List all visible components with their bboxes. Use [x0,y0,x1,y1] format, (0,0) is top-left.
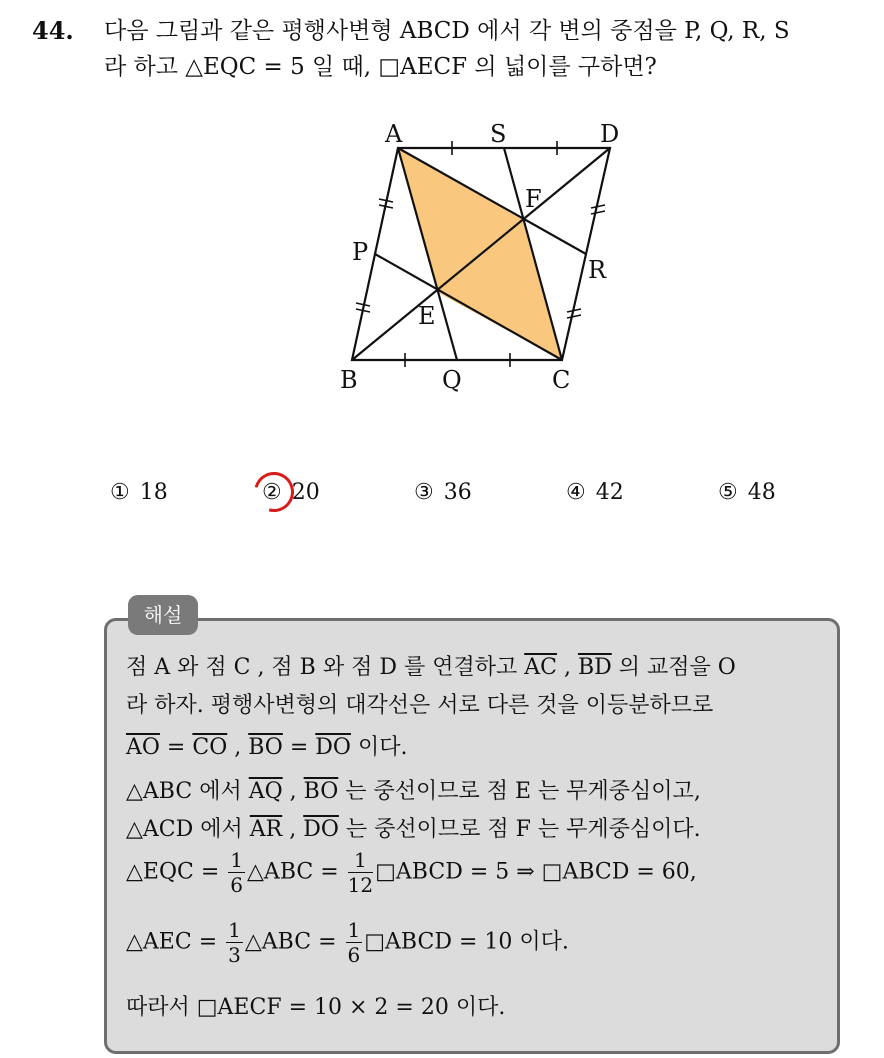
fraction-denominator: 3 [228,943,241,967]
answer-choices [0,480,884,520]
fraction-denominator: 12 [347,873,374,897]
question-text-line-1: 다음 그림과 같은 평행사변형 ABCD 에서 각 변의 중점을 P, Q, R, S [104,18,790,44]
fraction-numerator: 1 [348,850,373,873]
choice-3-value: 36 [443,480,472,505]
segment-do-label-2: $\overline{DO}$ [303,817,339,842]
solution-l4-b: , [282,779,304,804]
solution-line-3 [126,730,407,761]
segment-co-label: $\overline{CO}$ [192,735,228,760]
label-c: C [552,366,571,394]
solution-l3-eq1: = [159,735,193,760]
label-s: S [490,120,507,148]
solution-l4-a: △ABC 에서 [126,779,249,804]
choice-4-value: 42 [595,480,624,505]
selected-answer-ring [247,465,302,520]
fraction-one-third [226,920,243,965]
label-r: R [588,256,607,284]
segment-ao-label: $\overline{AO}$ [126,735,160,760]
solution-l6-c: □ABCD = 5 ⇒ □ABCD = 60, [375,859,697,885]
solution-tab: 해설 [128,595,198,635]
solution-line-4 [126,774,701,805]
question-number: 44. [32,16,74,45]
fraction-one-sixth-2 [346,920,363,965]
figure-lines [352,148,610,360]
solution-l5-b: , [282,817,304,842]
solution-line-5 [126,812,701,843]
segment-bo-label-2: $\overline{BO}$ [303,779,339,804]
segment-do-label: $\overline{DO}$ [315,735,351,760]
label-e: E [418,302,436,330]
choice-4-mark: ④ [566,480,586,505]
fraction-denominator: 6 [347,943,361,967]
label-b: B [340,366,358,394]
solution-l1-a: 점 A 와 점 C , 점 B 와 점 D 를 연결하고 [126,655,525,680]
choice-3[interactable] [414,480,472,505]
label-p: P [352,238,369,266]
solution-l3-eq2: = [282,735,316,760]
choice-1-mark: ① [110,480,130,505]
solution-line-7 [126,920,569,965]
choice-1[interactable] [110,480,168,505]
solution-l6-b: △ABC = [247,859,346,885]
solution-l7-a: △AEC = [126,929,225,955]
segment-aq-label: $\overline{AQ}$ [248,779,283,804]
choice-5-mark: ⑤ [718,480,738,505]
solution-l3-tail: 이다. [350,735,408,760]
segment-bo-label: $\overline{BO}$ [248,735,283,760]
parallelogram-figure [330,112,630,402]
figure-svg [330,112,630,402]
fraction-numerator: 1 [347,918,361,942]
segment-bd-label: $\overline{BD}$ [577,655,612,680]
solution-l4-c: 는 중선이므로 점 E 는 무게중심이고, [338,779,701,804]
segment-ar-label: $\overline{AR}$ [249,817,283,842]
solution-line-2: 라 하자. 평행사변형의 대각선은 서로 다른 것을 이등분하므로 [126,693,714,718]
choice-2-mark: ② [262,480,282,505]
choice-2-value: 20 [291,480,320,505]
solution-line-8: 따라서 □AECF = 10 × 2 = 20 이다. [126,995,506,1020]
question-text-line-2: 라 하고 △EQC = 5 일 때, □AECF 의 넓이를 구하면? [104,54,657,80]
solution-l5-c: 는 중선이므로 점 F 는 무게중심이다. [338,817,701,842]
fraction-one-sixth [228,850,245,895]
label-d: D [600,120,620,148]
segment-ac-label: $\overline{AC}$ [524,655,557,680]
fraction-one-twelfth [348,850,373,895]
solution-l7-c: □ABCD = 10 이다. [364,929,569,955]
choice-1-value: 18 [139,480,168,505]
solution-l1-b: , [556,655,578,680]
choice-3-mark: ③ [414,480,434,505]
solution-line-1 [126,650,736,681]
label-q: Q [442,366,462,394]
choice-5[interactable] [718,480,776,505]
choice-5-value: 48 [747,480,776,505]
solution-l1-c: 의 교점을 O [611,655,736,680]
label-a: A [385,120,403,148]
solution-l7-b: △ABC = [244,929,344,955]
label-f: F [525,185,542,213]
choice-2[interactable] [262,480,320,505]
solution-l5-a: △ACD 에서 [126,817,250,842]
choice-4[interactable] [566,480,624,505]
fraction-numerator: 1 [230,848,244,872]
fraction-denominator: 6 [230,873,244,897]
solution-line-6 [126,850,697,895]
solution-l6-a: △EQC = [126,859,227,885]
solution-l3-sep: , [227,735,249,760]
fraction-numerator: 1 [228,918,241,942]
